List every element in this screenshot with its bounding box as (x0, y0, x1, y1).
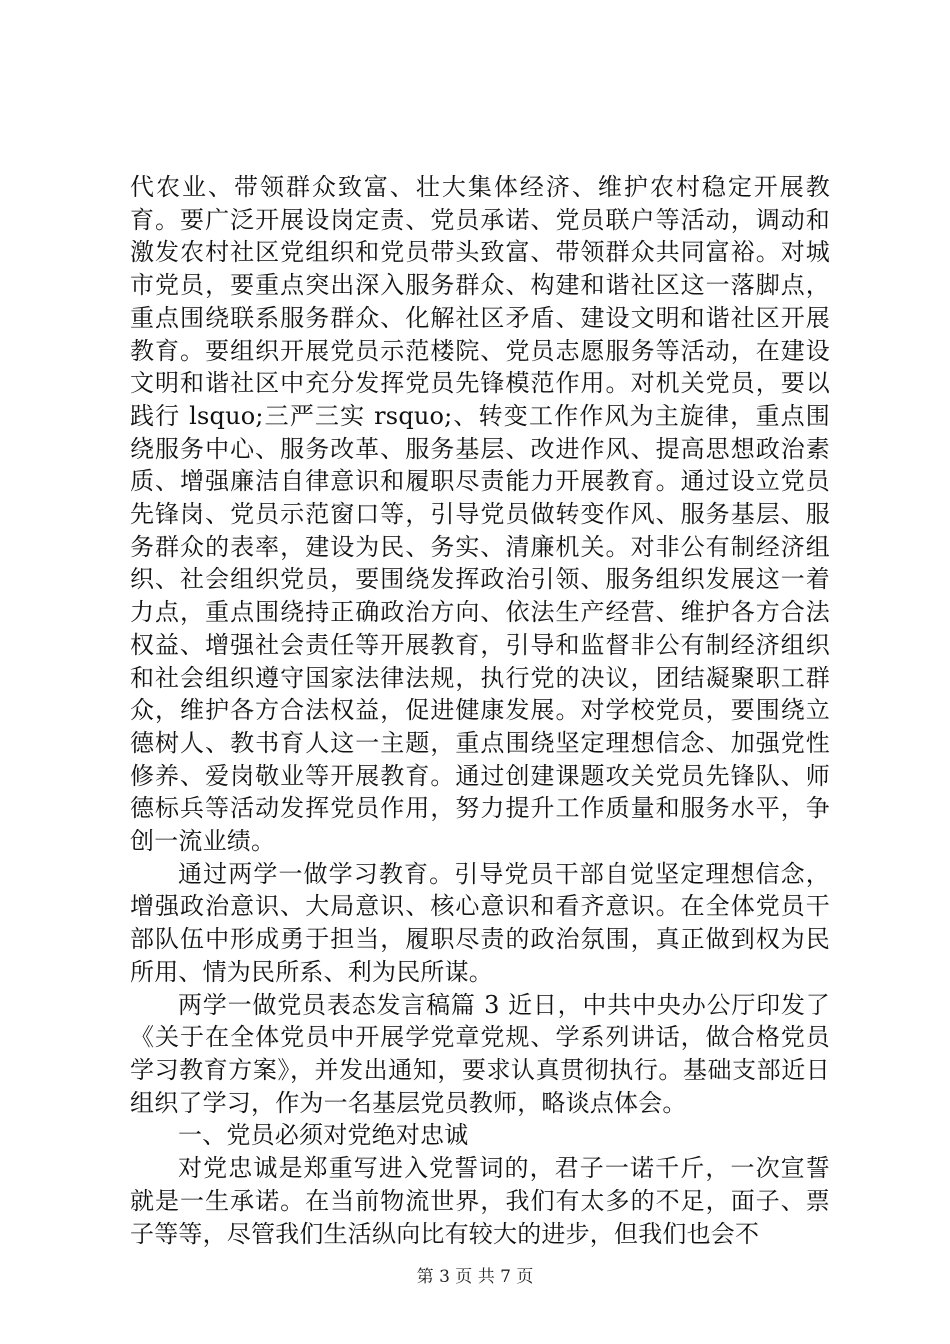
document-body (130, 171, 830, 1250)
paragraph-continuation: 代农业、带领群众致富、壮大集体经济、维护农村稳定开展教育。要广泛开展设岗定责、党员承诺、党员联户等活动，调动和激发农村社区党组织和党员带头致富、带领群众共同富裕。对城市党员，要重点突出深入服务群众、构建和谐社区这一落脚点，重点围绕联系服务群众、化解社区矛盾、建设文明和谐社区开展教育。要组织开展党员示范楼院、党员志愿服务等活动，在建设文明和谐社区中充分发挥党员先锋模范作用。对机关党员，要以践行 lsquo;三严三实 rsquo;、转变工作作风为主旋律，重点围绕服务中心、服务改革、服务基层、改进作风、提高思想政治素质、增强廉洁自律意识和履职尽责能力开展教育。通过设立党员先锋岗、党员示范窗口等，引导党员做转变作风、服务基层、服务群众的表率，建设为民、务实、清廉机关。对非公有制经济组织、社会组织党员，要围绕发挥政治引领、服务组织发展这一着力点，重点围绕持正确政治方向、依法生产经营、维护各方合法权益、增强社会责任等开展教育，引导和监督非公有制经济组织和社会组织遵守国家法律法规，执行党的决议，团结凝聚职工群众，维护各方合法权益，促进健康发展。对学校党员，要围绕立德树人、教书育人这一主题，重点围绕坚定理想信念、加强党性修养、爱岗敬业等开展教育。通过创建课题攻关党员先锋队、师德标兵等活动发挥党员作用，努力提升工作质量和服务水平，争创一流业绩。 (130, 173, 830, 856)
page-number-footer: 第 3 页 共 7 页 (416, 1267, 534, 1287)
section-heading: 一、党员必须对党绝对忠诚 (178, 1121, 469, 1150)
paragraph-loyalty: 对党忠诚是郑重写进入党誓词的，君子一诺千斤，一次宣誓就是一生承诺。在当前物流世界，我们有太多的不足，面子、票子等等，尽管我们生活纵向比有较大的进步，但我们也会不 (130, 1154, 830, 1248)
paragraph-speech-intro: 两学一做党员表态发言稿篇 3 近日，中共中央办公厅印发了《关于在全体党员中开展学党章党规、学系列讲话，做合格党员学习教育方案》，并发出通知，要求认真贯彻执行。基础支部近日组织了学习，作为一名基层党员教师，略谈点体会。 (130, 990, 830, 1117)
paragraph-study-education: 通过两学一做学习教育。引导党员干部自觉坚定理想信念，增强政治意识、大局意识、核心意识和看齐意识。在全体党员干部队伍中形成勇于担当，履职尽责的政治氛围，真正做到权为民所用、情为民所系、利为民所谋。 (130, 859, 830, 986)
